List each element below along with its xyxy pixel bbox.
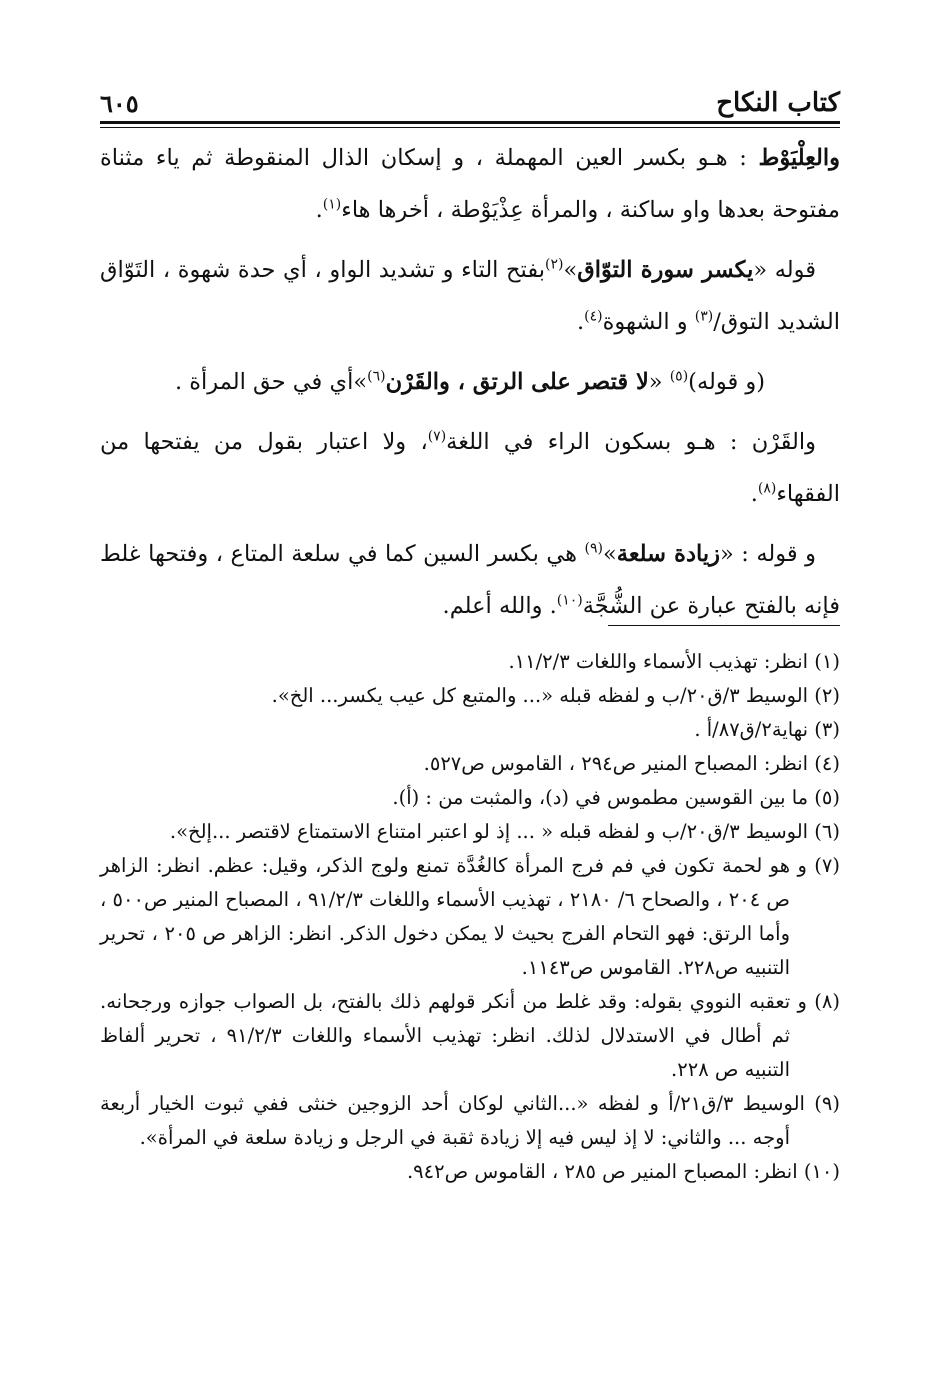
- paragraph-text: . والله أعلم.: [442, 593, 557, 619]
- paragraph-text: هي بكسر السين كما في سلعة المتاع ، وفتحها غلط فإنه بالفتح عبارة عن الشُّجَّة: [100, 541, 840, 619]
- lead-text: و قوله : «: [719, 541, 816, 567]
- book-title: كتاب النكاح: [716, 88, 840, 118]
- quote-close: »: [563, 257, 578, 283]
- quote-close: »: [602, 541, 617, 567]
- page-number: ٦٠٥: [100, 89, 139, 118]
- paragraph-text: و الشهوة: [602, 309, 695, 335]
- quote-close: »: [353, 369, 368, 395]
- paragraph-text: : هـو بسكون الراء في اللغة: [446, 429, 752, 455]
- period: .: [315, 197, 323, 223]
- footnote-ref: (٧): [427, 428, 447, 445]
- footnote-ref: (١): [322, 196, 342, 213]
- paragraph-text: : هـو بكسر العين المهملة ، و إسكان الذال المنقوطة ثم ياء مثناة مفتوحة بعدها واو ساكنة ، والمرأة عِذْيَوْطة ، أخرها هاء: [100, 145, 840, 223]
- main-text: [100, 132, 840, 640]
- header-rule-thick: [100, 121, 840, 124]
- paragraph-2: [100, 244, 840, 348]
- term: لا قتصر على الرتق ، والقَرْن: [385, 369, 649, 395]
- footnote-ref: (٣): [694, 308, 714, 325]
- paragraph-5: [100, 528, 840, 632]
- footnotes: [100, 645, 840, 1189]
- footnote-5: (٥) ما بين القوسين مطموس في (د)، والمثبت من : (أ).: [392, 786, 840, 809]
- term: زيادة سلعة: [616, 541, 720, 567]
- footnote-ref: (١٠): [556, 592, 583, 609]
- footnote-2: (٢) الوسيط ٣/ق٢٠/ب و لفظه قبله «... والمتبع كل عيب يكسر... الخ».: [271, 684, 840, 707]
- footnote-separator: [608, 625, 840, 626]
- footnote-8: (٨) و تعقبه النووي بقوله: وقد غلط من أنكر قولهم ذلك بالفتح، بل الصواب جوازه ورجحانه. ثم أطال في الاستدلال لذلك. انظر: تهذيب الأسماء واللغات ٩١/٢/٣ ، تحرير ألفاظ التنبيه ص ٢٢٨.: [100, 990, 840, 1081]
- footnote-ref: (٩): [584, 540, 603, 557]
- footnote-7: (٧) و هو لحمة تكون في فم فرج المرأة كالغُدَّة تمنع ولوج الذكر، وقيل: عظم. انظر: الزاهر ص ٢٠٤ ، والصحاح ٦/ ٢١٨٠ ، تهذيب الأسماء واللغات ٩١/٢/٣ ، المصباح المنير ص٥٠٠ ، وأما الرتق: فهو التحام الفرج بحيث لا يمكن دخول الذكر. انظر: الزاهر ص ٢٠٥ ، تحرير التنبيه ص٢٢٨. القاموس ص١١٤٣.: [100, 854, 840, 979]
- header-rule-thin: [100, 127, 840, 128]
- paragraph-1: [100, 132, 840, 236]
- paragraph-4: [100, 416, 840, 520]
- term-plain: والقَرْن: [751, 429, 816, 455]
- page-header: [100, 74, 840, 118]
- term: يكسر سورة التوّاق: [577, 257, 754, 283]
- footnote-ref: (٦): [367, 368, 386, 385]
- paragraph-text: ، ولا اعتبار بقول من يفتحها من الفقهاء: [100, 429, 840, 507]
- period: .: [750, 481, 758, 507]
- quote-open: «: [648, 369, 670, 395]
- footnote-1: (١) انظر: تهذيب الأسماء واللغات ١١/٢/٣.: [508, 650, 840, 673]
- period: .: [576, 309, 585, 335]
- footnote-ref: (٢): [544, 256, 564, 273]
- footnote-4: (٤) انظر: المصباح المنير ص٢٩٤ ، القاموس ص٥٢٧.: [423, 752, 840, 775]
- footnote-10: (١٠) انظر: المصباح المنير ص ٢٨٥ ، القاموس ص٩٤٢.: [406, 1160, 840, 1183]
- footnote-ref: (٤): [584, 308, 603, 325]
- footnote-6: (٦) الوسيط ٣/ق٢٠/ب و لفظه قبله « ... إذ لو اعتبر امتناع الاستمتاع لاقتصر ...إلخ».: [169, 820, 840, 843]
- lead-text: قوله «: [753, 257, 817, 283]
- paragraph-text: أي في حق المرأة .: [174, 369, 354, 395]
- footnote-ref: (٥): [669, 368, 689, 385]
- footnote-9: (٩) الوسيط ٣/ق٢١/أ و لفظه «...الثاني لوكان أحد الزوجين خنثى ففي ثبوت الخيار أربعة أوجه ... والثاني: لا إذ ليس فيه إلا زيادة ثقبة في الرجل و زيادة سلعة في المرأة».: [100, 1092, 841, 1149]
- paragraph-text: بفتح التاء و تشديد الواو ، أي حدة شهوة ، التَوّاق الشديد التوق/: [100, 257, 840, 335]
- footnote-ref: (٨): [757, 480, 777, 497]
- footnote-3: (٣) نهاية٢/ق٨٧/أ .: [694, 718, 840, 741]
- paragraph-3: [100, 356, 840, 408]
- lead-text: (و قوله): [688, 369, 766, 395]
- term: والعِلْيَوْط: [758, 145, 841, 171]
